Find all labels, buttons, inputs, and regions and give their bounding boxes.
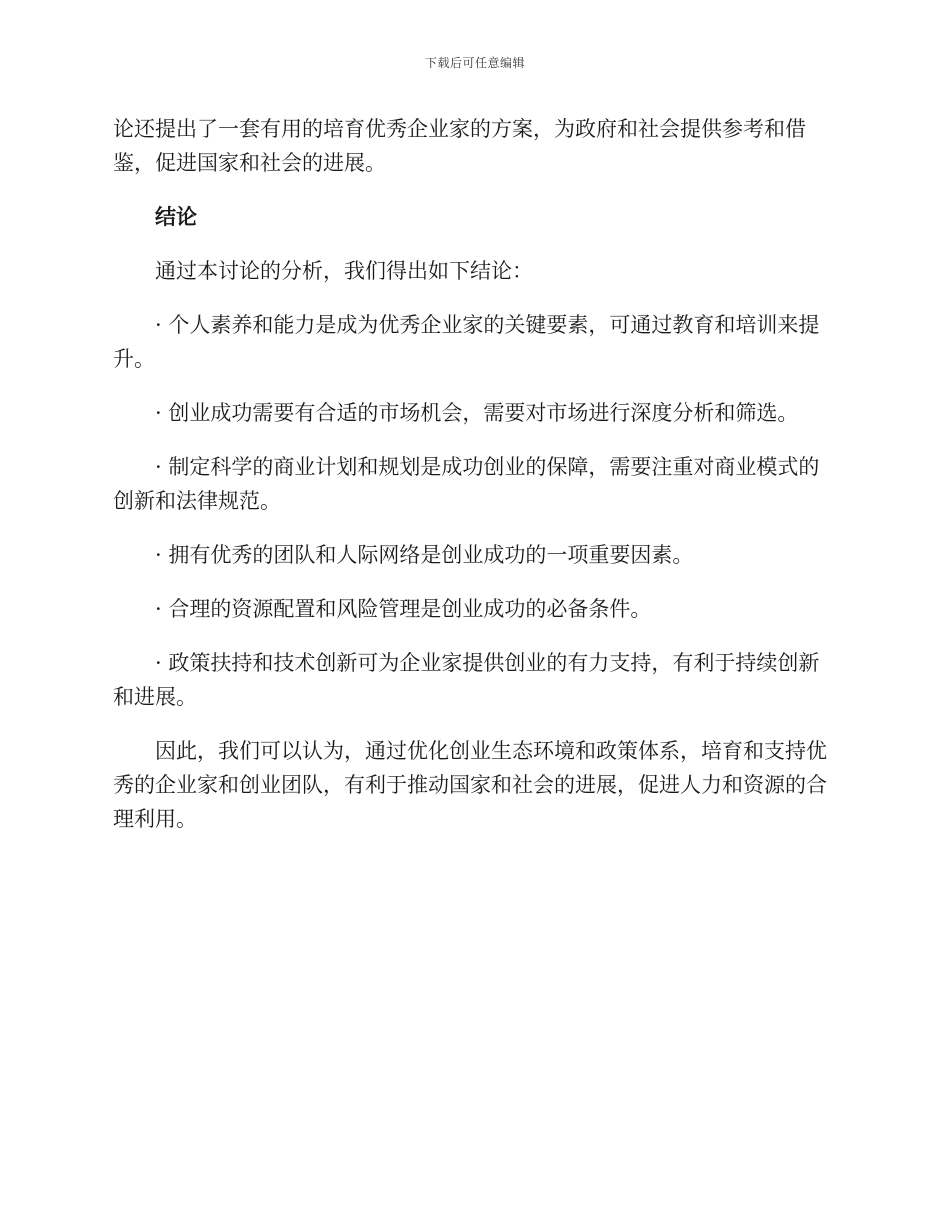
continued-paragraph: 论还提出了一套有用的培育优秀企业家的方案，为政府和社会提供参考和借鉴，促进国家和社会的进展。	[113, 117, 806, 175]
bullet-item: · 合理的资源配置和风险管理是创业成功的必备条件。	[155, 597, 652, 621]
document-body	[113, 112, 833, 856]
bullet-item: · 政策扶持和技术创新可为企业家提供创业的有力支持，有利于持续创新和进展。	[113, 651, 820, 709]
bullet-item: · 拥有优秀的团队和人际网络是创业成功的一项重要因素。	[155, 543, 694, 567]
page-header: 下载后可任意编辑	[424, 56, 525, 70]
bullet-item: · 创业成功需要有合适的市场机会，需要对市场进行深度分析和筛选。	[155, 401, 799, 425]
conclusion-paragraph: 因此，我们可以认为，通过优化创业生态环境和政策体系，培育和支持优秀的企业家和创业团队，有利于推动国家和社会的进展，促进人力和资源的合理利用。	[113, 739, 827, 831]
bullet-item: · 制定科学的商业计划和规划是成功创业的保障，需要注重对商业模式的创新和法律规范。	[113, 455, 820, 513]
intro-paragraph: 通过本讨论的分析，我们得出如下结论：	[155, 259, 533, 283]
bullet-item: · 个人素养和能力是成为优秀企业家的关键要素，可通过教育和培训来提升。	[113, 313, 820, 371]
section-heading: 结论	[155, 205, 197, 229]
